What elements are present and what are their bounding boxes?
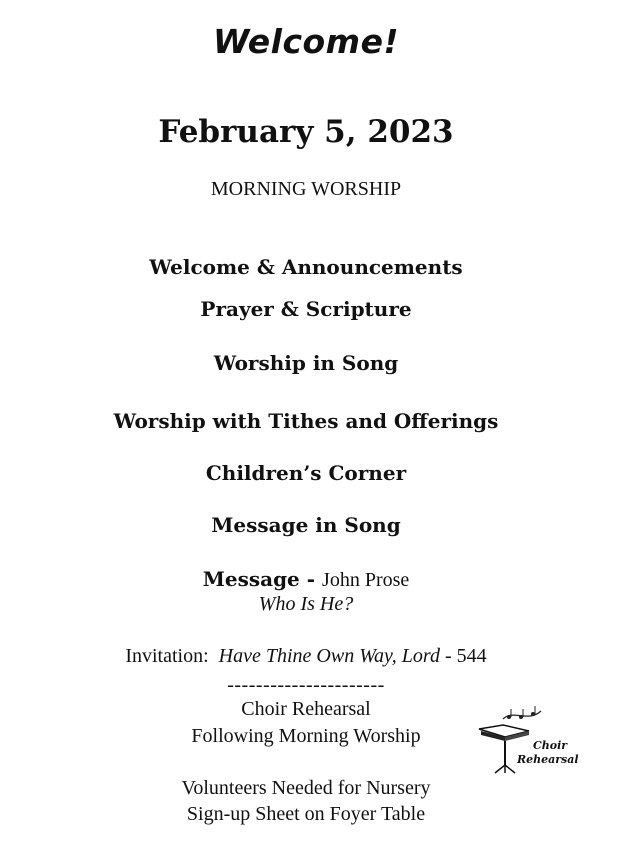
order-item-welcome: Welcome & Announcements <box>149 255 463 279</box>
invitation-line <box>0 645 612 668</box>
choir-rehearsal-line1: Choir Rehearsal <box>241 698 371 720</box>
invitation-label: Invitation: <box>125 645 209 667</box>
message-line <box>0 567 612 592</box>
invitation-song: Have Thine Own Way, Lord <box>218 645 440 667</box>
order-item-worship-song: Worship in Song <box>213 351 399 375</box>
message-label: Message <box>202 567 300 591</box>
message-separator: - <box>299 567 323 591</box>
logo-word-choir: Choir <box>533 739 568 752</box>
choir-rehearsal-line2: Following Morning Worship <box>191 725 421 747</box>
order-item-prayer: Prayer & Scripture <box>200 297 412 321</box>
order-item-tithes: Worship with Tithes and Offerings <box>113 409 499 433</box>
divider-line: ---------------------- <box>227 674 385 696</box>
order-item-childrens-corner: Children’s Corner <box>205 461 407 485</box>
order-item-message-song: Message in Song <box>211 513 401 537</box>
choir-rehearsal-logo <box>473 705 593 775</box>
logo-word-rehearsal: Rehearsal <box>517 753 579 766</box>
welcome-heading: Welcome! <box>212 22 400 61</box>
invitation-separator: - <box>439 645 457 667</box>
message-speaker: John Prose <box>322 569 410 591</box>
invitation-number: 544 <box>456 645 487 667</box>
volunteer-line2: Sign-up Sheet on Foyer Table <box>186 803 426 825</box>
service-date: February 5, 2023 <box>158 114 454 150</box>
volunteer-line1: Volunteers Needed for Nursery <box>181 777 431 799</box>
service-name: MORNING WORSHIP <box>210 178 402 200</box>
message-title: Who Is He? <box>258 593 354 615</box>
